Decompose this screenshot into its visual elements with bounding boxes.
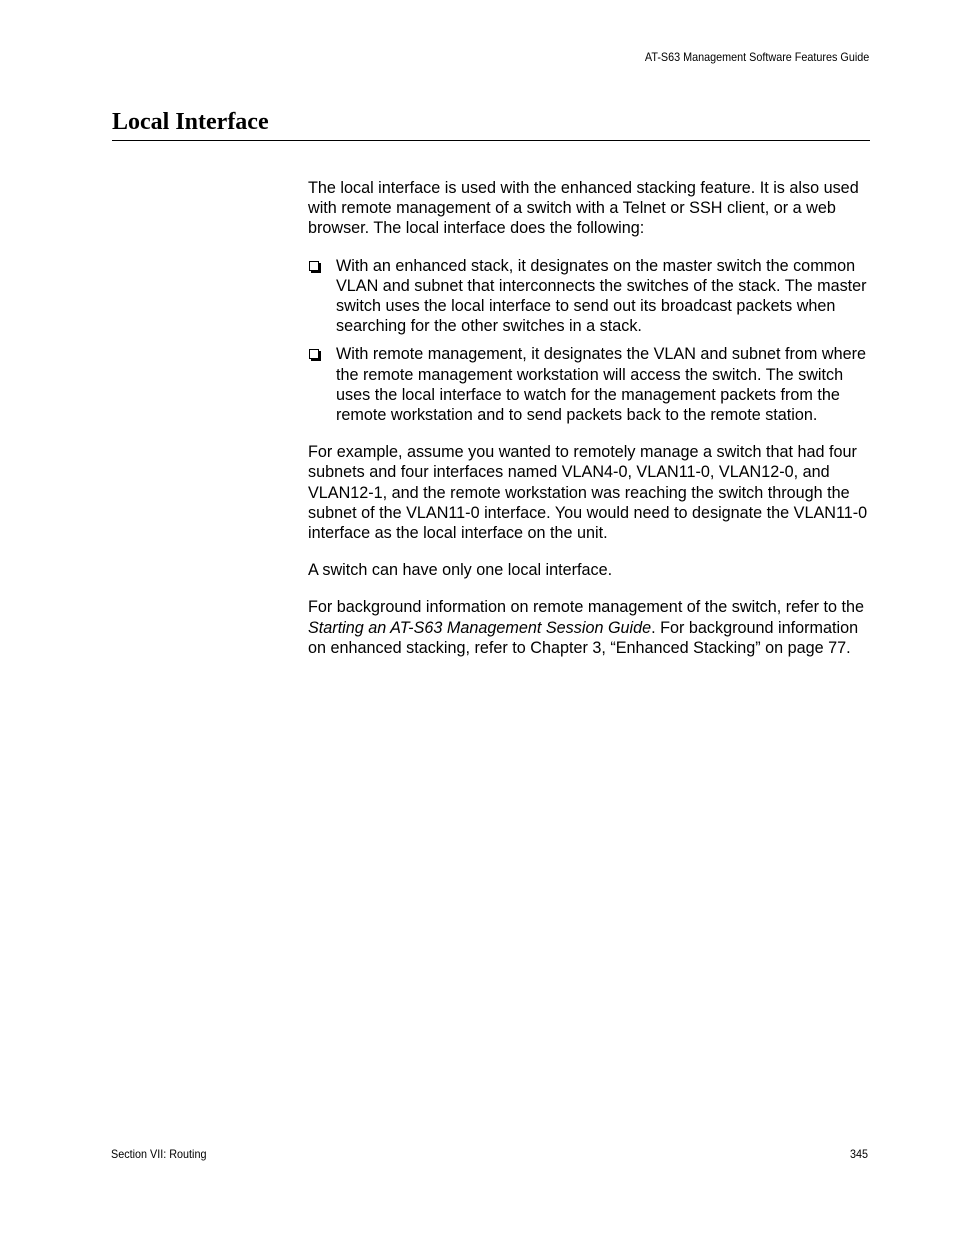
footer-section-label: Section VII: Routing — [111, 1147, 207, 1161]
section-title: Local Interface — [112, 109, 269, 135]
background-paragraph — [308, 597, 870, 658]
background-text-2: . For background information on enhanced stacking, refer to Chapter 3, “Enhanced Stacking” on page 77. — [308, 618, 859, 657]
bullet-text: With remote management, it designates the VLAN and subnet from where the remote management workstation will access the switch. The switch uses the local interface to watch for the management packets from the remote workstation and to send packets back to the remote station. — [336, 345, 866, 425]
title-rule — [112, 140, 870, 141]
checkbox-bullet-icon — [309, 261, 319, 271]
single-interface-note: A switch can have only one local interface. — [308, 561, 613, 580]
example-paragraph: For example, assume you wanted to remotely manage a switch that had four subnets and four interfaces named VLAN4-0, VLAN11-0, VLAN12-0, and VLAN12-1, and the remote workstation was reaching the switch through the subnet of the VLAN11-0 interface. You would need to designate the VLAN11-0 interface as the local interface on the unit. — [308, 443, 868, 543]
body-text — [308, 178, 870, 658]
intro-paragraph: The local interface is used with the enhanced stacking feature. It is also used with remote management of a switch with a Telnet or SSH client, or a web browser. The local interface does the following: — [308, 179, 859, 238]
bullet-list — [308, 256, 870, 426]
running-header: AT-S63 Management Software Features Guide — [644, 50, 869, 64]
checkbox-bullet-icon — [309, 349, 319, 359]
list-item — [308, 344, 870, 425]
page-number: 345 — [849, 1147, 868, 1161]
bullet-text: With an enhanced stack, it designates on the master switch the common VLAN and subnet that interconnects the switches of the stack. The master switch uses the local interface to send out its broadcast packets when searching for the other switches in a stack. — [336, 256, 867, 336]
background-text-1: For background information on remote management of the switch, refer to the — [308, 598, 865, 617]
guide-reference: Starting an AT-S63 Management Session Guide — [308, 618, 652, 637]
list-item — [308, 256, 870, 337]
